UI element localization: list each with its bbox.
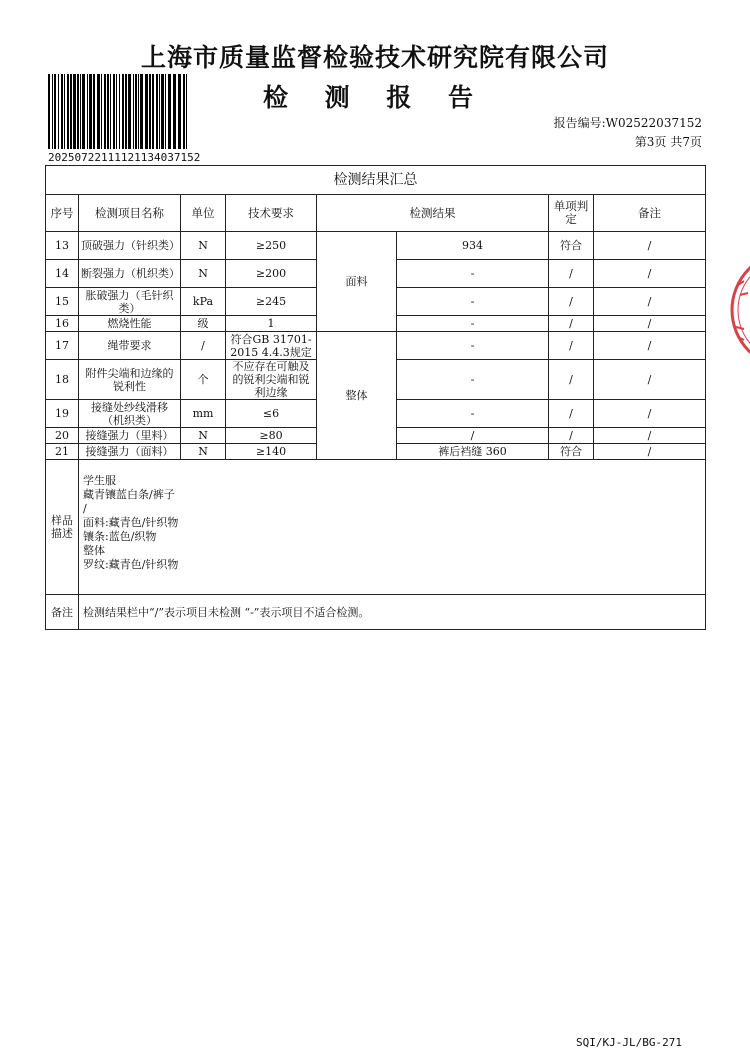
sample-line: 罗纹:藏青色/针织物: [83, 558, 179, 571]
row-no: 17: [46, 332, 79, 360]
col-seq: 序号: [46, 195, 79, 232]
row-judgement: /: [549, 332, 594, 360]
col-item: 检测项目名称: [79, 195, 181, 232]
row-remark: /: [594, 232, 706, 260]
row-result: -: [397, 332, 549, 360]
company-name: 上海市质量监督检验技术研究院有限公司: [140, 43, 609, 72]
row-item: 断裂强力（机织类）: [79, 260, 181, 288]
row-requirement: 符合GB 31701-2015 4.4.3规定: [226, 332, 317, 360]
row-no: 19: [46, 400, 79, 428]
row-result: -: [397, 360, 549, 400]
col-result: 检测结果: [317, 195, 549, 232]
row-item: 燃烧性能: [79, 316, 181, 332]
row-unit: /: [181, 332, 226, 360]
sample-line: /: [83, 502, 87, 515]
row-requirement: ≤6: [226, 400, 317, 428]
row-requirement: ≥140: [226, 444, 317, 460]
sample-line: 学生服: [83, 474, 116, 487]
page-indicator: [631, 133, 702, 150]
row-judgement: /: [549, 360, 594, 400]
row-no: 15: [46, 288, 79, 316]
row-unit: 级: [181, 316, 226, 332]
row-judgement: /: [549, 260, 594, 288]
sample-description: [79, 460, 706, 595]
red-seal-stamp-icon: [728, 245, 750, 375]
row-no: 20: [46, 428, 79, 444]
table-header: [46, 195, 706, 232]
report-number: [554, 114, 702, 131]
row-requirement: ≥250: [226, 232, 317, 260]
report-title: 检 测 报 告: [262, 83, 488, 112]
row-result: -: [397, 316, 549, 332]
col-unit: 单位: [181, 195, 226, 232]
col-remark: 备注: [594, 195, 706, 232]
group-fabric: 面料: [317, 232, 397, 332]
row-judgement: 符合: [549, 444, 594, 460]
results-table: [45, 165, 706, 630]
row-result: 934: [397, 232, 549, 260]
row-item: 接缝强力（里料）: [79, 428, 181, 444]
row-remark: /: [594, 332, 706, 360]
report-number-value: W02522037152: [605, 116, 702, 130]
row-unit: kPa: [181, 288, 226, 316]
row-item: 接缝处纱线滑移（机织类）: [79, 400, 181, 428]
row-result: -: [397, 288, 549, 316]
form-code: SQI/KJ-JL/BG-271: [576, 1036, 682, 1049]
row-no: 13: [46, 232, 79, 260]
row-result: /: [397, 428, 549, 444]
report-number-label: 报告编号:: [553, 116, 606, 130]
col-judgement: 单项判定: [549, 195, 594, 232]
remark-text: 检测结果栏中“/”表示项目未检测 “-”表示项目不适合检测。: [79, 595, 706, 630]
row-judgement: /: [549, 428, 594, 444]
row-requirement: 1: [226, 316, 317, 332]
group-whole: 整体: [317, 332, 397, 460]
remark-label: 备注: [46, 595, 79, 630]
row-unit: 个: [181, 360, 226, 400]
col-requirement: 技术要求: [226, 195, 317, 232]
row-no: 18: [46, 360, 79, 400]
row-judgement: /: [549, 288, 594, 316]
row-requirement: 不应存在可触及的锐利尖端和锐利边缘: [226, 360, 317, 400]
row-item: 绳带要求: [79, 332, 181, 360]
row-requirement: ≥80: [226, 428, 317, 444]
sample-description-row: [46, 460, 706, 595]
row-remark: /: [594, 360, 706, 400]
row-unit: N: [181, 232, 226, 260]
sample-line: 藏青镶蓝白条/裤子: [83, 488, 175, 501]
row-remark: /: [594, 428, 706, 444]
row-remark: /: [594, 260, 706, 288]
row-result: 裤后裆缝 360: [397, 444, 549, 460]
sample-line: 整体: [83, 544, 105, 557]
row-requirement: ≥245: [226, 288, 317, 316]
row-item: 胀破强力（毛针织类）: [79, 288, 181, 316]
page-total: 共7页: [670, 135, 702, 149]
row-remark: /: [594, 444, 706, 460]
row-result: -: [397, 260, 549, 288]
sample-line: 面料:藏青色/针织物: [83, 516, 179, 529]
row-unit: N: [181, 444, 226, 460]
row-judgement: 符合: [549, 232, 594, 260]
row-no: 21: [46, 444, 79, 460]
row-result: -: [397, 400, 549, 428]
remark-row: [46, 595, 706, 630]
row-unit: N: [181, 260, 226, 288]
row-remark: /: [594, 316, 706, 332]
row-requirement: ≥200: [226, 260, 317, 288]
row-item: 顶破强力（针织类）: [79, 232, 181, 260]
row-no: 14: [46, 260, 79, 288]
row-remark: /: [594, 400, 706, 428]
page-current: 第3页: [634, 135, 667, 149]
sample-line: 镶条:蓝色/织物: [83, 530, 157, 543]
row-remark: /: [594, 288, 706, 316]
row-item: 接缝强力（面料）: [79, 444, 181, 460]
row-unit: N: [181, 428, 226, 444]
sample-description-label: 样品描述: [46, 460, 79, 595]
barcode-image: [48, 74, 188, 149]
barcode-number: 20250722111121134037152: [48, 151, 201, 164]
row-judgement: /: [549, 316, 594, 332]
row-no: 16: [46, 316, 79, 332]
row-judgement: /: [549, 400, 594, 428]
row-unit: mm: [181, 400, 226, 428]
table-row: [46, 332, 706, 360]
table-row: [46, 232, 706, 260]
row-item: 附件尖端和边缘的锐利性: [79, 360, 181, 400]
table-title: 检测结果汇总: [46, 166, 706, 195]
